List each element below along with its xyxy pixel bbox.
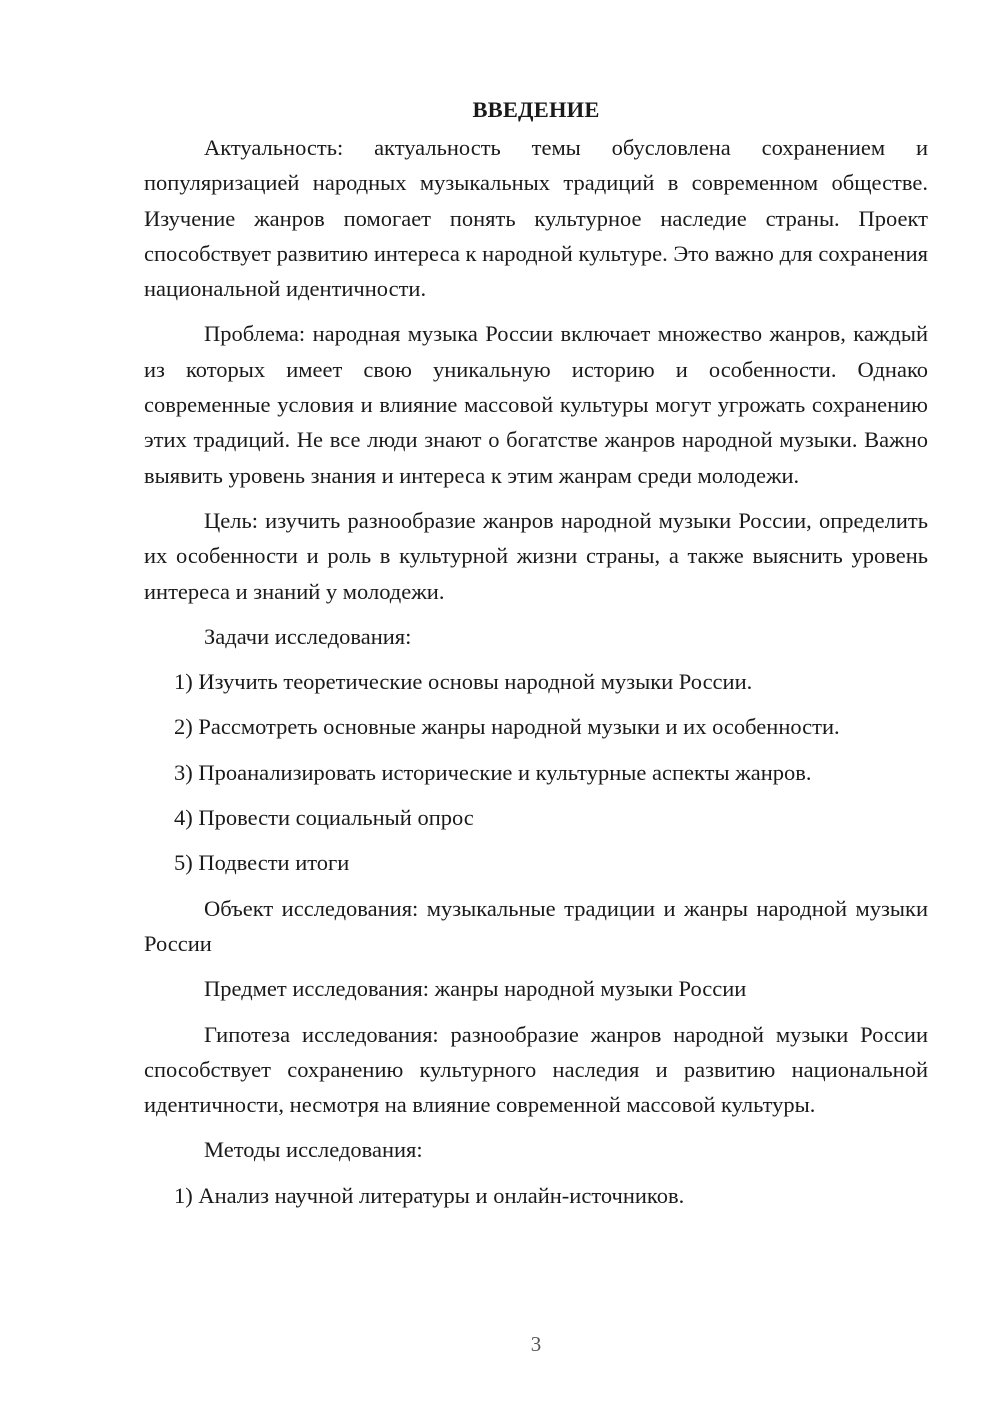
page-number: 3 (530, 1332, 542, 1356)
task-item: 1) Изучить теоретические основы народной музыки России. (174, 669, 753, 695)
page-content (144, 92, 928, 1213)
problem-paragraph: Проблема: народная музыка России включает множество жанров, каждый из которых имеет свою уникальную историю и особенности. Однако современные условия и влияние массовой культуры могут угрожать сохранению этих традиций. Не все люди знают о богатстве жанров народной музыки. Важно выявить уровень знания и интереса к этим жанрам среди молодежи. (144, 321, 928, 488)
goal-paragraph: Цель: изучить разнообразие жанров народной музыки России, определить их особенности и роль в культурной жизни страны, а также выяснить уровень интереса и знаний у молодежи. (144, 507, 928, 604)
hypothesis-paragraph: Гипотеза исследования: разнообразие жанров народной музыки России способствует сохранению культурного наследия и развитию национальной идентичности, несмотря на влияние современной массовой культуры. (144, 1021, 928, 1118)
page-title: ВВЕДЕНИЕ (472, 97, 600, 122)
tasks-heading: Задачи исследования: (204, 623, 412, 649)
methods-heading: Методы исследования: (204, 1137, 423, 1163)
task-item: 4) Провести социальный опрос (174, 805, 474, 831)
relevance-paragraph: Актуальность: актуальность темы обусловлена сохранением и популяризацией народных музыкальных традиций в современном обществе. Изучение жанров помогает понять культурное наследие страны. Проект способствует развитию интереса к народной культуре. Это важно для сохранения национальной идентичности. (144, 135, 928, 302)
task-item: 5) Подвести итоги (174, 850, 350, 876)
task-item: 3) Проанализировать исторические и культурные аспекты жанров. (174, 759, 812, 785)
object-paragraph: Объект исследования: музыкальные традиции и жанры народной музыки России (144, 895, 928, 956)
subject-paragraph: Предмет исследования: жанры народной музыки России (204, 976, 747, 1002)
task-item: 2) Рассмотреть основные жанры народной музыки и их особенности. (174, 714, 840, 740)
method-item: 1) Анализ научной литературы и онлайн-источников. (174, 1182, 685, 1208)
